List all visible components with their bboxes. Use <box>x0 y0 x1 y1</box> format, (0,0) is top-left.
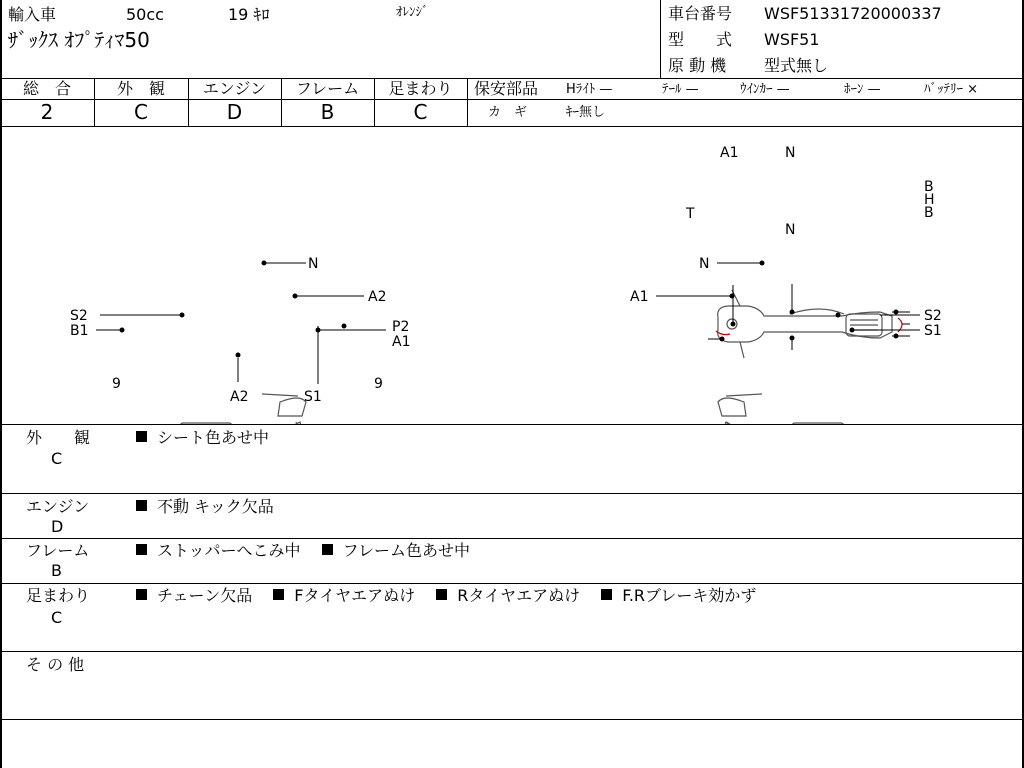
displacement: 50cc <box>126 5 164 24</box>
engine-label: 原 動 機 <box>668 56 727 75</box>
grade-exterior-label: 外 観 <box>116 79 165 98</box>
diagram-label: P2 <box>392 319 410 335</box>
model-name: ｻﾞｯｸｽ ｵﾌﾟﾃｨﾏ50 <box>8 28 150 52</box>
bullet-icon <box>273 589 284 600</box>
right-view-scooter <box>644 394 904 424</box>
key-value: ｷｰ無し <box>566 105 606 120</box>
diagram-label: 9 <box>374 376 383 392</box>
diagram-label: A1 <box>630 289 649 305</box>
diagram-label: A2 <box>368 289 387 305</box>
diagram-label: T <box>686 206 695 222</box>
bullet-icon <box>322 544 333 555</box>
note-divider <box>0 583 1024 584</box>
diagram-label: B <box>924 179 934 195</box>
bullet-icon <box>436 589 447 600</box>
key-label: カ ギ <box>488 105 528 120</box>
safety-headlight: Hﾗｲﾄ — <box>566 82 613 97</box>
color: ｵﾚﾝｼﾞ <box>396 5 429 20</box>
note-label-suspension: 足まわり <box>26 586 91 605</box>
note-grade-suspension: C <box>51 608 63 627</box>
header-divider <box>660 0 661 78</box>
note-items-suspension: チェーン欠品 Fタイヤエアぬけ Rタイヤエアぬけ F.Rブレーキ効かず <box>136 588 772 604</box>
left-view-scooter <box>120 394 377 424</box>
diagram-label: A1 <box>720 145 739 161</box>
diagram-label: 9 <box>112 376 121 392</box>
diagram-label: S1 <box>304 389 322 405</box>
diagram-label: S1 <box>924 323 942 339</box>
note-grade-exterior: C <box>51 449 63 468</box>
bullet-icon <box>601 589 612 600</box>
bullet-icon <box>136 431 147 442</box>
diagram-label: B <box>924 205 934 221</box>
diagram-label: A1 <box>392 334 411 350</box>
diagram-label: N <box>699 256 710 272</box>
damage-diagram <box>0 126 1024 424</box>
note-label-other: そ の 他 <box>26 655 85 674</box>
grade-frame-label: フレーム <box>295 79 360 98</box>
diagram-label: N <box>785 145 796 161</box>
frame-no-label: 車台番号 <box>668 4 733 23</box>
diagram-label: N <box>785 222 796 238</box>
note-items-exterior: シート色あせ中 <box>136 430 285 446</box>
note-items-engine: 不動 キック欠品 <box>136 499 290 515</box>
type-value: WSF51 <box>764 30 820 49</box>
note-label-exterior: 外 観 <box>26 428 91 447</box>
diagram-label: H <box>924 192 935 208</box>
grade-engine-value: D <box>226 100 243 124</box>
note-divider <box>0 651 1024 652</box>
type-label: 型 式 <box>668 30 733 49</box>
engine-value: 型式無し <box>764 56 829 75</box>
note-items-frame: ストッパーへこみ中 フレーム色あせ中 <box>136 543 486 559</box>
diagram-label: A2 <box>230 389 249 405</box>
mileage: 19 ｷﾛ <box>228 5 270 24</box>
safety-battery: ﾊﾞｯﾃﾘｰ × <box>924 82 979 97</box>
safety-tail: ﾃｰﾙ — <box>662 82 699 97</box>
note-label-engine: エンジン <box>26 497 90 516</box>
diagram-label: S2 <box>70 308 88 324</box>
note-divider <box>0 719 1024 720</box>
bullet-icon <box>136 589 147 600</box>
note-grade-engine: D <box>51 517 64 536</box>
grade-exterior-value: C <box>134 100 148 124</box>
note-divider <box>0 493 1024 494</box>
grade-suspension-value: C <box>413 100 428 124</box>
grade-frame-value: B <box>320 100 335 124</box>
frame-no: WSF51331720000337 <box>764 4 942 23</box>
note-label-frame: フレーム <box>26 541 90 560</box>
grade-divider <box>467 78 468 126</box>
safety-label: 保安部品 <box>474 79 539 98</box>
diagram-label: B1 <box>70 323 89 339</box>
bullet-icon <box>136 544 147 555</box>
grade-total-label: 総 合 <box>22 79 71 98</box>
diagram-bottom-line <box>0 424 1024 425</box>
top-view-scooter <box>716 290 902 358</box>
diagram-label: S2 <box>924 308 942 324</box>
safety-winker: ｳｲﾝｶｰ — <box>740 82 790 97</box>
import-label: 輸入車 <box>8 5 57 24</box>
diagram-label: N <box>308 256 319 272</box>
grade-suspension-label: 足まわり <box>388 79 453 98</box>
grade-mid-line <box>0 99 1024 100</box>
grade-engine-label: エンジン <box>202 79 267 98</box>
bullet-icon <box>136 500 147 511</box>
note-divider <box>0 538 1024 539</box>
note-grade-frame: B <box>51 561 62 580</box>
safety-horn: ﾎｰﾝ — <box>844 82 881 97</box>
grade-total-value: 2 <box>40 100 54 124</box>
